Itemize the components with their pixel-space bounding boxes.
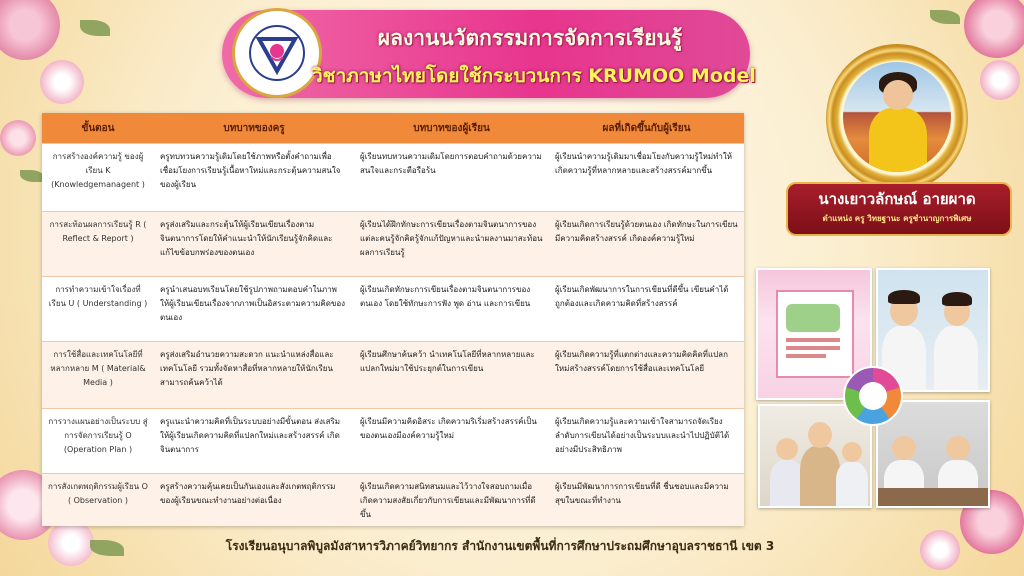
student-role-cell: ผู้เรียนทบทวนความเดิมโดยการตอบคำถามด้วยความสนใจและกระตือรือร้น [360,152,542,175]
table-row [42,211,744,276]
student-role-cell: ผู้เรียนได้ฝึกทักษะการเขียนเรื่องตามจินตนาการของแต่ละคนรู้จักคิดรู้จักแก้ปัญหาและนำผลงานมาสะท้อนผลการเรียนรู้ [360,220,543,257]
school-logo [232,8,322,98]
flower-decoration [0,120,36,156]
student-role-cell: ผู้เรียนเกิดความสนิทสนมและไว้วางใจสอบถามเมื่อเกิดความสงสัยเกี่ยวกับการเขียนและมีพัฒนาการที่ดีขึ้น [360,482,536,519]
column-header: ขั้นตอน [81,122,115,134]
result-cell: ผู้เรียนเกิดการเรียนรู้ด้วยตนเอง เกิดทักษะในการเขียนมีความคิดสร้างสรรค์ เกิดองค์ความรู้ใหม่ [555,220,738,243]
step-cell: การใช้สื่อและเทคโนโลยีที่หลากหลาย M ( Material& Media ) [50,350,146,387]
table-row [42,276,744,341]
column-header: บทบาทของครู [223,122,285,134]
page-title: ผลงานนวัตกรรมการจัดการเรียนรู้ [377,26,683,50]
teacher-role: ตำแหน่ง ครู วิทยฐานะ ครูชำนาญการพิเศษ [822,214,972,223]
table-header [42,113,744,143]
table-row [42,408,744,473]
flower-decoration [48,520,94,566]
model-table [42,113,744,526]
school-footer: โรงเรียนอนุบาลพิบูลมังสาหารวิภาคย์วิทยากร สำนักงานเขตพื้นที่การศึกษาประถมศึกษาอุบลราชธานี เขต 3 [225,539,775,553]
result-cell: ผู้เรียนเกิดพัฒนาการในการเขียนที่ดีขึ้น เขียนคำได้ถูกต้องและเกิดความคิดที่สร้างสรรค์ [555,285,729,308]
student-role-cell: ผู้เรียนมีความคิดอิสระ เกิดความริเริ่มสร้างสรรค์เป็นของตนเองมีองค์ความรู้ใหม่ [360,417,537,440]
table-row [42,143,744,211]
table-row [42,341,744,408]
step-cell: การวางแผนอย่างเป็นระบบ สู่การจัดการเรียนรู้ O (Operation Plan ) [48,417,148,454]
teacher-name: นางเยาวลักษณ์ อายผาด [818,190,976,208]
flower-decoration [40,60,84,104]
teacher-role-cell: ครูส่งเสริมอำนวยความสะดวก แนะนำแหล่งสื่อและเทคโนโลยี รวมทั้งจัดหาสื่อที่หลากหลายให้นักเรียนสามารถค้นคว้าได้ [160,350,334,387]
step-cell: การสร้างองค์ความรู้ ของผู้เรียน K (Knowledgemanagent ) [51,152,145,189]
student-role-cell: ผู้เรียนศึกษาค้นคว้า นำเทคโนโลยีที่หลากหลายและแปลกใหม่มาใช้ประยุกต์ในการเขียน [360,350,535,373]
teacher-role-cell: ครูทบทวนความรู้เดิมโดยใช้ภาพหรือตั้งคำถามเพื่อเชื่อมโยงการเรียนรู้เนื้อหาใหม่และกระตุ้นความสนใจของผู้เรียน [160,152,341,189]
teacher-role-cell: ครูส่งเสริมและกระตุ้นให้ผู้เรียนเขียนเรื่องตามจินตนาการโดยให้คำแนะนำให้นักเรียนรู้จักคิดและแก้ไขข้อบกพร่องของตนเอง [160,220,333,257]
teacher-role-cell: ครูสร้างความคุ้นเคยเป็นกันเองและสังเกตพฤติกรรมของผู้เรียนขณะทำงานอย่างต่อเนื่อง [160,482,336,505]
result-cell: ผู้เรียนเกิดความรู้และความเข้าใจสามารถจัดเรียงลำดับการเขียนได้อย่างเป็นระบบและนำไปปฏิบัติได้อย่างมีประสิทธิภาพ [555,417,730,454]
teacher-role-cell: ครูนำเสนอบทเรียนโดยใช้รูปภาพถามตอบคำในภาพ ให้ผู้เรียนเขียนเรื่องจากภาพเป็นอิสระตามความคิดของตนเอง [160,285,346,322]
table-row [42,473,744,526]
column-header: บทบาทของผู้เรียน [413,122,490,134]
student-role-cell: ผู้เรียนเกิดทักษะการเขียนเรื่องตามจินตนาการของตนเอง โดยใช้ทักษะการฟัง พูด อ่าน และการเขียน [360,285,531,308]
page-subtitle: วิชาภาษาไทยโดยใช้กระบวนการ KRUMOO Model [312,65,756,87]
column-header: ผลที่เกิดขึ้นกับผู้เรียน [602,122,691,134]
result-cell: ผู้เรียนนำความรู้เดิมมาเชื่อมโยงกับความรู้ใหม่ทำให้เกิดความรู้ที่หลากหลายและสร้างสรรค์มากขึ้น [555,152,733,175]
step-cell: การสังเกตพฤติกรรมผู้เรียน O ( Observation ) [48,482,148,505]
teacher-photo [843,62,951,172]
teacher-role-cell: ครูแนะนำความคิดที่เป็นระบบอย่างมีขั้นตอน ส่งเสริมให้ผู้เรียนเกิดความคิดที่แปลกใหม่และสร้างสรรค์ เกิดจินตนาการ [160,417,341,454]
flower-decoration [920,530,960,570]
table-body [42,143,744,526]
result-cell: ผู้เรียนมีพัฒนาการการเขียนที่ดี ชื่นชอบและมีความสุขในขณะที่ทำงาน [555,482,729,505]
step-cell: การสะท้อนผลการเรียนรู้ R ( Reflect & Report ) [49,220,147,243]
model-badge [843,366,903,426]
result-cell: ผู้เรียนเกิดความรู้ที่แตกต่างและความคิดคิดที่แปลกใหม่สร้างสรรค์โดยการใช้สื่อและเทคโนโลยี [555,350,728,373]
step-cell: การทำความเข้าใจเรื่องที่เรียน U ( Understanding ) [48,285,148,308]
flower-decoration [980,60,1020,100]
